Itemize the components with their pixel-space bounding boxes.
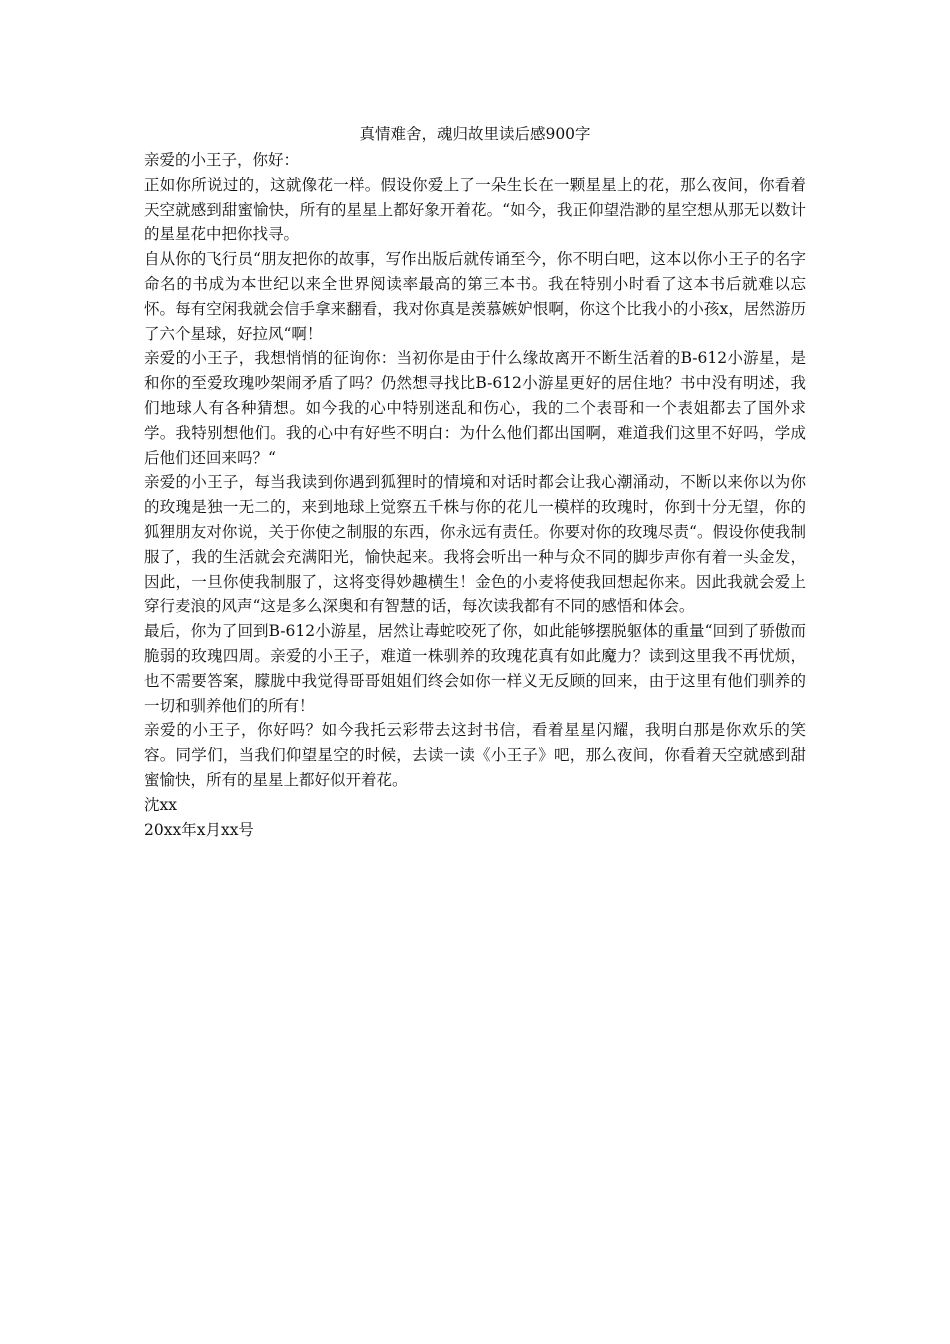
greeting: 亲爱的小王子，你好：	[144, 151, 300, 169]
paragraph-6: 亲爱的小王子，你好吗？如今我托云彩带去这封书信，看着星星闪耀，我明白那是你欢乐的笑容。同学们，当我们仰望星空的时候，去读一读《小王子》吧，那么夜间，你看着天空就感到甜蜜愉快，所有的星星上都好似开着花。	[144, 721, 806, 789]
document-page	[144, 120, 806, 842]
paragraph-1: 正如你所说过的，这就像花一样。假设你爱上了一朵生长在一颗星星上的花，那么夜间，你看着天空就感到甜蜜愉快，所有的星星上都好象开着花。“如今，我正仰望浩渺的星空想从那无以数计的星星花中把你找寻。	[144, 175, 806, 244]
document-title: 真情难舍，魂归故里读后感900字	[359, 125, 591, 143]
paragraph-3: 亲爱的小王子，我想悄悄的征询你：当初你是由于什么缘故离开不断生活着的B-612小游星，是和你的至爱玫瑰吵架闹矛盾了吗？仍然想寻找比B-612小游星更好的居住地？书中没有明述，我们地球人有各种猜想。如今我的心中特别迷乱和伤心，我的二个表哥和一个表姐都去了国外求学。我特别想他们。我的心中有好些不明白：为什么他们都出国啊，难道我们这里不好吗，学成后他们还回来吗？“	[144, 349, 806, 467]
paragraph-4: 亲爱的小王子，每当我读到你遇到狐狸时的情境和对话时都会让我心潮涌动，不断以来你以为你的玫瑰是独一无二的，来到地球上觉察五千株与你的花儿一模样的玫瑰时，你到十分无望，你的狐狸朋友对你说，关于你使之制服的东西，你永远有责任。你要对你的玫瑰尽责“。假设你使我制服了，我的生活就会充满阳光，愉快起来。我将会听出一种与众不同的脚步声你有着一头金发，因此，一旦你使我制服了，这将变得妙趣横生！金色的小麦将使我回想起你来。因此我就会爱上穿行麦浪的风声“这是多么深奥和有智慧的话，每次读我都有不同的感悟和体会。	[144, 473, 806, 616]
signature: 沈xx	[144, 795, 177, 814]
paragraph-2: 自从你的飞行员“朋友把你的故事，写作出版后就传诵至今，你不明白吧，这本以你小王子的名字命名的书成为本世纪以来全世界阅读率最高的第三本书。我在特别小时看了这本书后就难以忘怀。每有空闲我就会信手拿来翻看，我对你真是羡慕嫉妒恨啊，你这个比我小的小孩x，居然游历了六个星球，好拉风“啊！	[144, 250, 806, 343]
paragraph-5: 最后，你为了回到B-612小游星，居然让毒蛇咬死了你，如此能够摆脱躯体的重量“回到了骄傲而脆弱的玫瑰四周。亲爱的小王子，难道一株驯养的玫瑰花真有如此魔力？读到这里我不再忧烦，也不需要答案，朦胧中我觉得哥哥姐姐们终会如你一样义无反顾的回来，由于这里有他们驯养的一切和驯养他们的所有！	[144, 622, 806, 715]
date: 20xx年x月xx号	[144, 820, 254, 839]
